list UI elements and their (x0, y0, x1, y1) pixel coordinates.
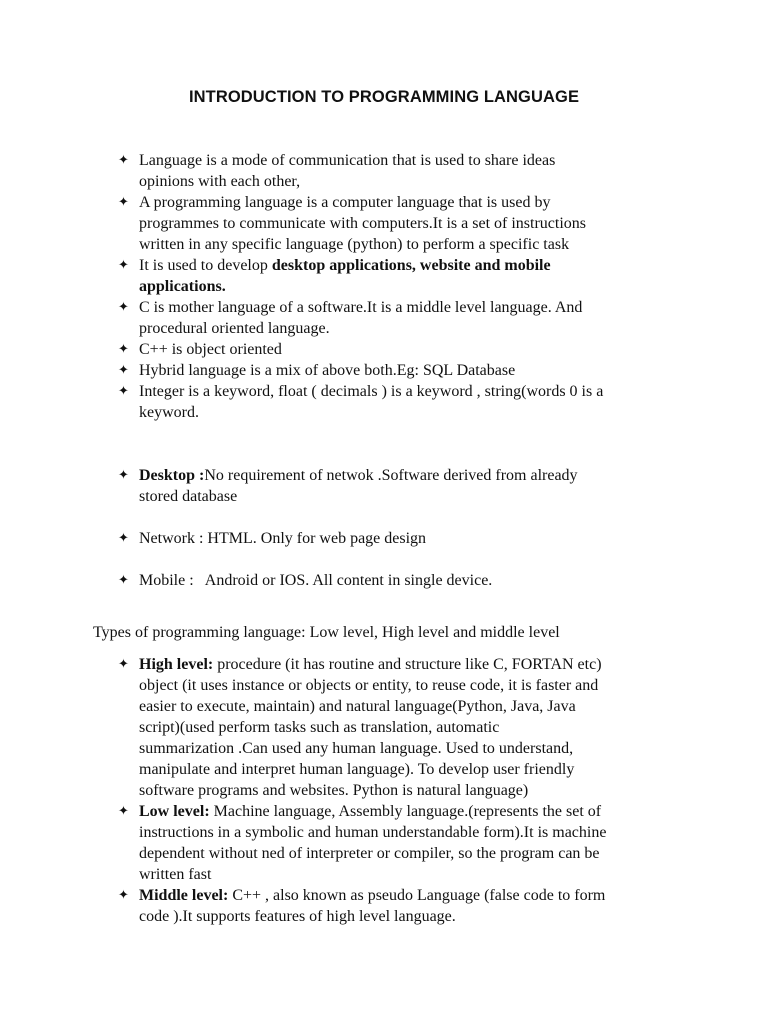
list-item: ✦ Hybrid language is a mix of above both.Eg: SQL Database (118, 362, 516, 379)
intro-bullet-list (118, 150, 678, 423)
platform-mobile (118, 570, 678, 591)
list-item: ✦ Mobile : Android or IOS. All content in single device. (118, 572, 493, 589)
list-item: ✦ Integer is a keyword, float ( decimals ) is a keyword , string(words 0 is a keyword. (118, 383, 604, 421)
star-bullet-icon: ✦ (118, 804, 129, 819)
list-item: ✦ Middle level: C++ , also known as pseudo Language (false code to form code ).It supports features of high level language. (118, 887, 606, 925)
star-bullet-icon: ✦ (118, 153, 129, 168)
types-heading: Types of programming language: Low level, High level and middle level (93, 624, 560, 641)
list-item: ✦ Desktop :No requirement of netwok .Software derived from already stored database (118, 467, 578, 505)
list-item: ✦ It is used to develop desktop applications, website and mobile applications. (118, 257, 551, 295)
star-bullet-icon: ✦ (118, 573, 129, 588)
list-item: ✦ C++ is object oriented (118, 341, 282, 358)
star-bullet-icon: ✦ (118, 342, 129, 357)
list-item: ✦ Network : HTML. Only for web page design (118, 530, 427, 547)
star-bullet-icon: ✦ (118, 468, 129, 483)
star-bullet-icon: ✦ (118, 258, 129, 273)
star-bullet-icon: ✦ (118, 195, 129, 210)
star-bullet-icon: ✦ (118, 363, 129, 378)
platform-desktop (118, 465, 678, 507)
platform-network (118, 528, 678, 549)
star-bullet-icon: ✦ (118, 531, 129, 546)
star-bullet-icon: ✦ (118, 657, 129, 672)
list-item: ✦ High level: procedure (it has routine and structure like C, FORTAN etc) object (it uses instance or objects or entity, to reuse code, it is faster and easier to execute, maintain) and natural language(Python, Java, Java script)(used perform tasks such as translation, automatic summarization .Can used any human language. Used to understand, manipulate and interpret human language). To develop user friendly software programs and websites. Python is natural language) (118, 656, 602, 799)
types-bullet-list (118, 654, 678, 927)
star-bullet-icon: ✦ (118, 300, 129, 315)
list-item: ✦ Low level: Machine language, Assembly language.(represents the set of instructions in a symbolic and human understandable form).It is machine dependent without ned of interpreter or compiler, so the program can be written fast (118, 803, 607, 883)
list-item: ✦ C is mother language of a software.It is a middle level language. And procedural oriented language. (118, 299, 583, 337)
star-bullet-icon: ✦ (118, 384, 129, 399)
list-item: ✦ Language is a mode of communication that is used to share ideas opinions with each other, (118, 152, 556, 190)
list-item: ✦ A programming language is a computer language that is used by programmes to communicate with computers.It is a set of instructions written in any specific language (python) to perform a specific task (118, 194, 587, 253)
page-title: INTRODUCTION TO PROGRAMMING LANGUAGE (188, 88, 580, 106)
star-bullet-icon: ✦ (118, 888, 129, 903)
